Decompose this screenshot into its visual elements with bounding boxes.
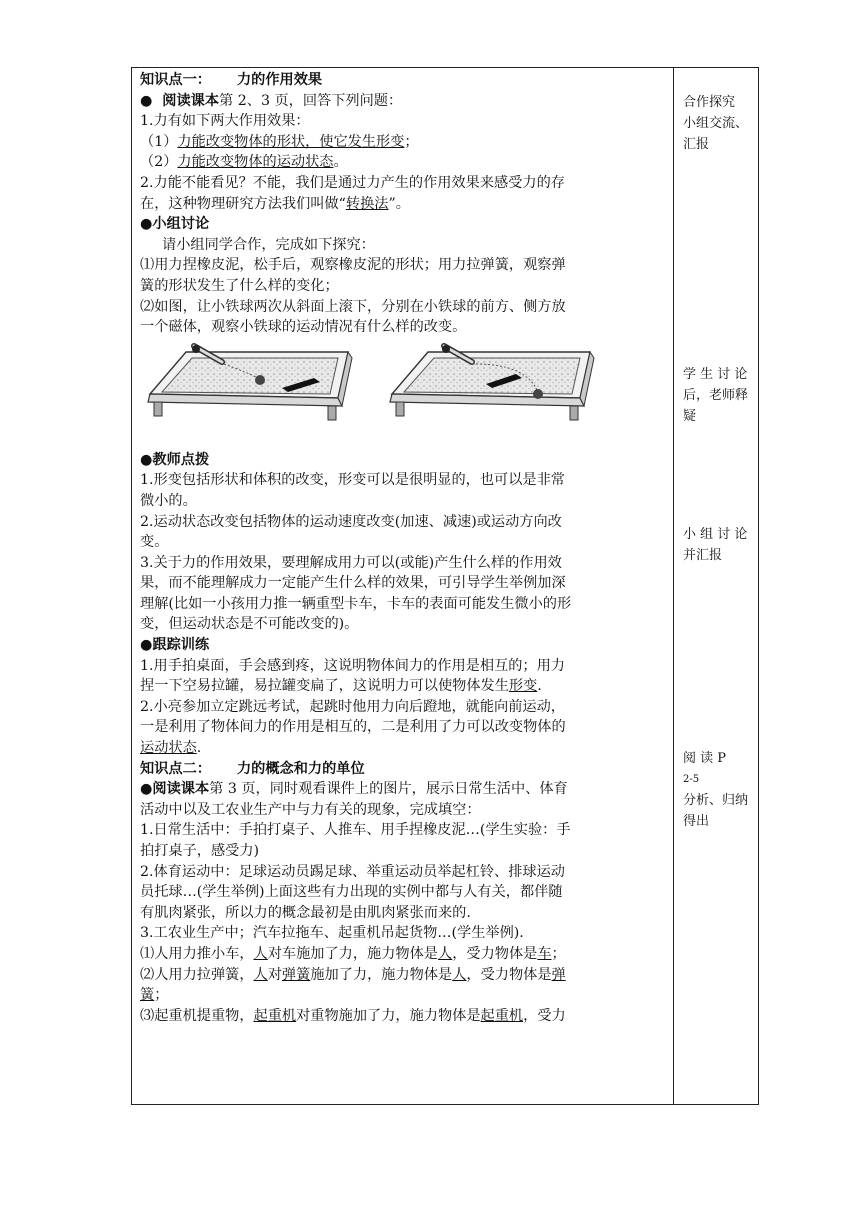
track-p2-line1: 2.小亮参加立定跳远考试，起跳时他用力向后蹬地，就能向前运动， — [140, 698, 565, 715]
teacher-heading: ●教师点拨 — [140, 451, 210, 468]
answer-blank: 车 — [537, 945, 552, 962]
teacher-p3-line4: 变，但运动状态是不可能改变的)。 — [140, 616, 359, 633]
track-p1-line2: 捏一下空易拉罐，易拉罐变扁了，这说明力可以使物体发生形变. — [140, 678, 542, 695]
answer-blank: 转换法 — [345, 195, 389, 212]
answer-blank: 人 — [253, 945, 268, 962]
answer-blank: 起重机 — [480, 1007, 524, 1024]
lesson-table — [131, 67, 759, 1105]
teacher-p3-line2: 果，而不能理解成力一定能产生什么样的效果，可引导学生举例加深 — [140, 575, 566, 592]
teacher-p3-line1: 3.关于力的作用效果，要理解成用力可以(或能)产生什么样的作用效 — [140, 554, 562, 571]
track-heading: ●跟踪训练 — [140, 637, 210, 654]
kp1-read: ● 阅读课本第 2、3 页，回答下列问题： — [140, 92, 403, 109]
teacher-p2-line2: 变。 — [140, 534, 169, 551]
experiment-figure — [146, 342, 668, 446]
kp2-i1-line1: 1.日常生活中：手拍打桌子、人推车、用手捏橡皮泥…(学生实验：手 — [140, 822, 571, 839]
group-item1-line1: ⑴用力捏橡皮泥，松手后，观察橡皮泥的形状；用力拉弹簧，观察弹 — [140, 257, 566, 274]
kp2-i1-line2: 拍打桌子，感受力) — [140, 843, 260, 859]
board-right — [390, 345, 594, 420]
answer-blank: 运动状态 — [140, 740, 197, 757]
teacher-p1-line2: 微小的。 — [140, 492, 197, 509]
answer-blank: 力能改变物体的运动状态 — [177, 154, 334, 171]
side-note-2: 学 生 讨 论 后，老师释 疑 — [683, 367, 749, 424]
teacher-p2-line1: 2.运动状态改变包括物体的运动速度改变(加速、减速)或运动方向改 — [140, 513, 562, 530]
side-note-4: 阅 读 P 2-5 分析、归纳 得出 — [683, 751, 749, 829]
answer-blank: 人 — [437, 945, 453, 962]
answer-blank: 起重机 — [253, 1007, 297, 1024]
answer-blank: 簧 — [140, 987, 155, 1004]
side-note-3: 小 组 讨 论 并汇报 — [683, 527, 748, 563]
answer-blank: 力能改变物体的形状，使它发生形变 — [177, 133, 405, 150]
answer-blank: 弹簧 — [281, 966, 311, 983]
kp1-q1: 1.力有如下两大作用效果： — [140, 113, 310, 130]
track-p2-line2: 一是利用了物体间力的作用是相互的，二是利用了力可以改变物体的 — [140, 719, 566, 736]
kp2-i2-line3: 有肌肉紧张，所以力的概念最初是由肌肉紧张而来的. — [140, 904, 471, 921]
group-item1-line2: 簧的形状发生了什么样的变化； — [140, 277, 339, 294]
group-item2-line1: ⑵如图，让小铁球两次从斜面上滚下，分别在小铁球的前方、侧方放 — [140, 298, 566, 315]
answer-blank: 人 — [452, 966, 467, 983]
board-left — [148, 345, 352, 420]
track-p1-line1: 1.用手拍桌面，手会感到疼，这说明物体间力的作用是相互的；用力 — [140, 657, 565, 674]
kp2-heading: 知识点二： 力的概念和力的单位 — [140, 760, 365, 777]
kp1-heading: 知识点一： 力的作用效果 — [140, 72, 323, 88]
group-intro: 请小组同学合作，完成如下探究： — [162, 236, 375, 253]
side-note-1: 合作探究 小组交流、 汇报 — [683, 95, 749, 152]
kp2-s1: ⑴人用力推小车，人对车施加了力，施力物体是人，受力物体是车； — [140, 945, 566, 962]
kp1-q2-line2: 在，这种物理研究方法我们叫做“转换法”。 — [140, 195, 410, 212]
track-p2-line3: 运动状态. — [140, 740, 202, 757]
kp2-read-line2: 活动中以及工农业生产中与力有关的现象，完成填空： — [140, 801, 481, 818]
group-heading: ●小组讨论 — [140, 216, 210, 233]
notes-column — [674, 68, 760, 1104]
kp2-s2-line2: 簧； — [140, 987, 169, 1004]
group-item2-line2: 一个磁体，观察小铁球的运动情况有什么样的改变。 — [140, 319, 467, 336]
kp2-i3: 3.工农业生产中；汽车拉拖车、起重机吊起货物…(学生举例). — [140, 925, 524, 942]
teacher-p3-line3: 理解(比如一小孩用力推一辆重型卡车，卡车的表面可能发生微小的形 — [140, 595, 572, 612]
kp1-q1-b: （2）力能改变物体的运动状态。 — [140, 154, 348, 171]
main-column — [132, 68, 674, 1104]
incline-ball-illustration — [146, 342, 596, 446]
kp2-s2: ⑵人用力拉弹簧，人对弹簧施加了力，施力物体是人，受力物体是弹 — [140, 966, 566, 983]
answer-blank: 人 — [253, 966, 268, 983]
kp1-q1-a: （1）力能改变物体的形状，使它发生形变； — [140, 133, 419, 150]
kp2-read: ●阅读课本第 3 页，同时观看课件上的图片，展示日常生活中、体育 — [140, 781, 568, 798]
kp2-i2-line2: 员托球…(学生举例)上面这些有力出现的实例中都与人有关，都伴随 — [140, 884, 563, 901]
kp1-q2-line1: 2.力能不能看见？不能，我们是通过力产生的作用效果来感受力的存 — [140, 174, 565, 191]
kp2-s3: ⑶起重机提重物，起重机对重物施加了力，施力物体是起重机，受力 — [140, 1007, 566, 1024]
answer-blank: 形变 — [508, 678, 538, 695]
kp2-i2-line1: 2.体育运动中：足球运动员踢足球、举重运动员举起杠铃、排球运动 — [140, 863, 565, 880]
teacher-p1-line1: 1.形变包括形状和体积的改变，形变可以是很明显的，也可以是非常 — [140, 472, 565, 489]
answer-blank: 弹 — [551, 966, 566, 983]
